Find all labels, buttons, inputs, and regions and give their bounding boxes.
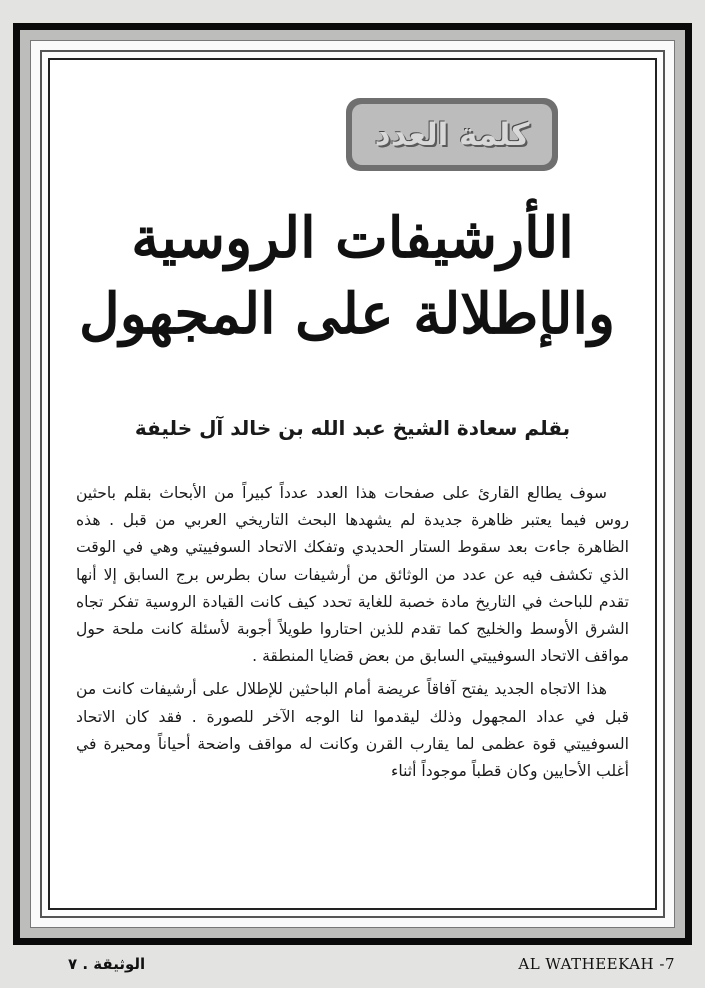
article-body [76,480,629,791]
section-badge [346,98,558,171]
section-badge-label: كلمة العدد [374,116,530,153]
article-paragraph-2: هذا الاتجاه الجديد يفتح آفاقاً عريضة أمام الباحثين للإطلال على أرشيفات كانت من قبل في عداد المجهول وذلك ليقدموا لنا الوجه الآخر للصورة . فقد كان الاتحاد السوفييتي قوة عظمى لما يقارب القرن وكانت له مواقف واضحة أحياناً ومحيرة في أغلب الأحايين وكان قطباً موجوداً أثناء [76,680,629,781]
article-title-line-2: والإطلالة على المجهول [79,281,615,347]
article-paragraph-1: سوف يطالع القارئ على صفحات هذا العدد عدداً كبيراً من الأبحاث بقلم باحثين روس فيما يعتبر ظاهرة جديدة لم يشهدها البحث التاريخي العربي من قبل . هذه الظاهرة جاءت بعد سقوط الستار الحديدي وتفكك الاتحاد السوفييتي وهي في الوقت الذي تكشف فيه عن عدد من الوثائق من أرشيفات سان بطرس برج السابق إلا أنها تقدم للباحث في التاريخ مادة خصبة للغاية تحدد كيف كانت القيادة الروسية تفكر تجاه الشرق الأوسط والخليج كما تقدم للذين احتاروا طويلاً أجوبة لأسئلة كانت ملحة حول مواقف الاتحاد السوفييتي السابق من بعض قضايا المنطقة . [76,484,629,666]
page-frame-outer [13,23,692,945]
article-title-line-1: الأرشيفات الروسية [131,205,574,271]
footer-journal-arabic: الوثيقة . ٧ [68,955,146,973]
page-frame-line [40,50,665,918]
article-byline: بقلم سعادة الشيخ عبد الله بن خالد آل خليفة [134,416,571,440]
article-title [79,200,615,352]
page-frame-gray-band [20,30,685,938]
section-badge-inner [352,104,552,165]
footer-journal-english: AL WATHEEKAH -7 [518,955,675,973]
page-frame-white-band [30,40,675,928]
page-content-area [48,58,657,910]
